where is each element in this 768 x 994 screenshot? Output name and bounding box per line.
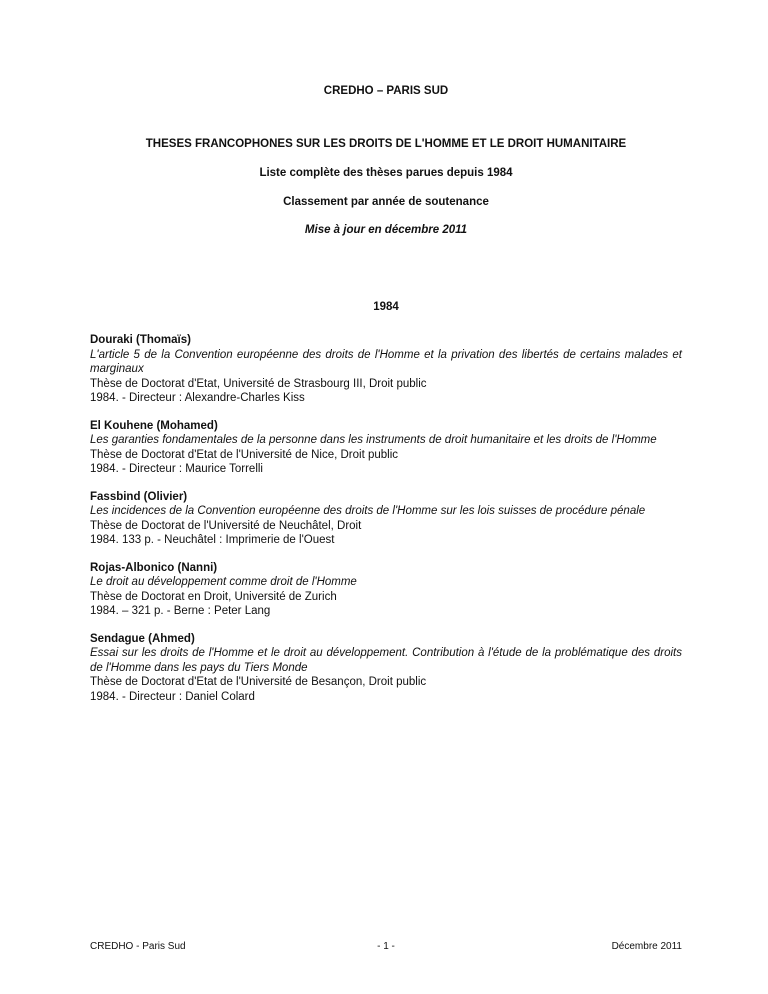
subtitle-order: Classement par année de soutenance: [283, 196, 489, 208]
update-note: Mise à jour en décembre 2011: [304, 224, 468, 236]
page-footer: [90, 941, 682, 953]
footer-org: CREDHO - Paris Sud: [90, 941, 186, 952]
thesis-entry: [90, 490, 682, 548]
document-title: THESES FRANCOPHONES SUR LES DROITS DE L'HOMME ET LE DROIT HUMANITAIRE: [145, 138, 627, 150]
year-heading: 1984: [373, 301, 399, 313]
thesis-institution: Thèse de Doctorat d'Etat de l'Université de Besançon, Droit public: [90, 676, 427, 688]
thesis-details: 1984. - Directeur : Daniel Colard: [90, 690, 255, 703]
footer-date: Décembre 2011: [611, 941, 682, 952]
thesis-entry: [90, 419, 682, 477]
thesis-entry: [90, 561, 682, 619]
thesis-title: Les garanties fondamentales de la personne dans les instruments de droit humanitaire et les droits de l'Homme: [90, 434, 657, 446]
thesis-details: 1984. 133 p. - Neuchâtel : Imprimerie de l'Ouest: [90, 534, 335, 546]
subtitle-list: Liste complète des thèses parues depuis 1984: [259, 167, 513, 179]
author-name: Sendague (Ahmed): [90, 632, 195, 645]
thesis-title: Les incidences de la Convention européenne des droits de l'Homme sur les lois suisses de procédure pénale: [90, 505, 646, 517]
thesis-title: Le droit au développement comme droit de l'Homme: [90, 576, 357, 588]
thesis-details: 1984. - Directeur : Maurice Torrelli: [90, 463, 263, 475]
thesis-institution: Thèse de Doctorat en Droit, Université de Zurich: [90, 590, 337, 603]
thesis-title: Essai sur les droits de l'Homme et le droit au développement. Contribution à l'étude de la problématique des droits de l'Homme dans les pays du Tiers Monde: [90, 647, 682, 674]
thesis-list: [90, 333, 682, 704]
thesis-institution: Thèse de Doctorat d'Etat de l'Université de Nice, Droit public: [90, 448, 399, 461]
document-content: [90, 84, 682, 717]
thesis-institution: Thèse de Doctorat de l'Université de Neuchâtel, Droit: [90, 519, 362, 532]
thesis-title: L'article 5 de la Convention européenne des droits de l'Homme et la privation des libertés de certains malades et marginaux: [90, 348, 682, 375]
thesis-details: 1984. - Directeur : Alexandre-Charles Kiss: [90, 392, 305, 404]
thesis-institution: Thèse de Doctorat d'Etat, Université de Strasbourg III, Droit public: [90, 377, 427, 390]
author-name: Rojas-Albonico (Nanni): [90, 561, 218, 574]
page-number: - 1 -: [377, 941, 395, 952]
header-org: CREDHO – PARIS SUD: [323, 85, 449, 97]
thesis-details: 1984. – 321 p. - Berne : Peter Lang: [90, 605, 271, 617]
thesis-entry: [90, 632, 682, 705]
author-name: Fassbind (Olivier): [90, 490, 188, 503]
thesis-entry: [90, 333, 682, 406]
author-name: Douraki (Thomaïs): [90, 334, 191, 346]
author-name: El Kouhene (Mohamed): [90, 419, 218, 432]
